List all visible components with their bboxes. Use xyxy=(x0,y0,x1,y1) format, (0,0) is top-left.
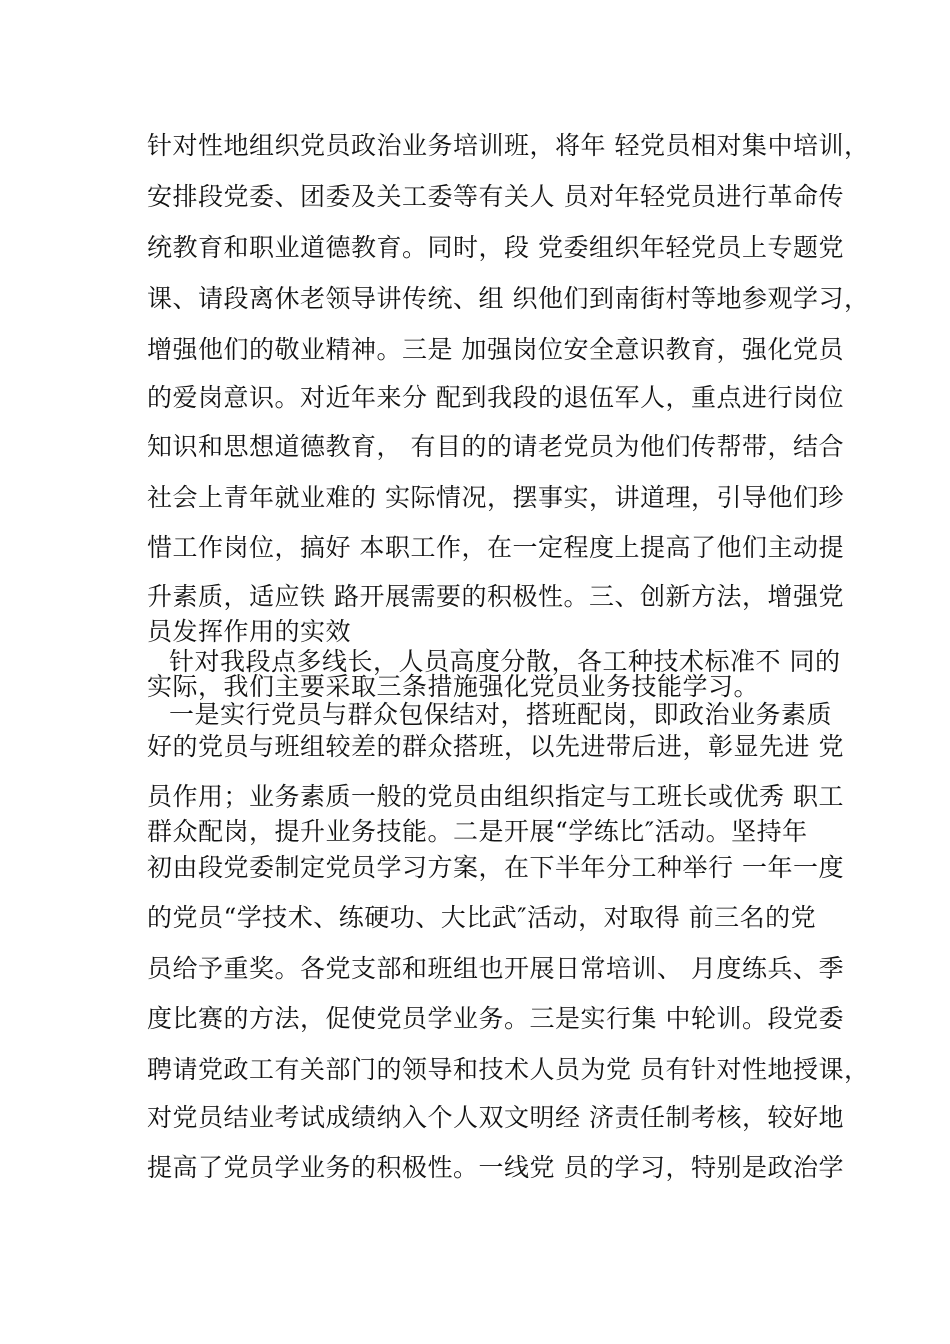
text-line: 课、请段离休老领导讲传统、组 织他们到南街村等地参观学习， xyxy=(147,284,870,313)
text-line: 对党员结业考试成绩纳入个人双文明经 济责任制考核，较好地 xyxy=(147,1103,844,1132)
text-line: 群众配岗，提升业务技能。二是开展“学练比″活动。坚持年 xyxy=(147,817,808,846)
text-line: 初由段党委制定党员学习方案，在下半年分工种举行 一年一度 xyxy=(147,853,844,882)
text-line: 增强他们的敬业精神。三是 加强岗位安全意识教育，强化党员 xyxy=(147,335,844,364)
text-line: 实际，我们主要采取三条措施强化党员业务技能学习。 xyxy=(147,672,760,701)
text-line: 统教育和职业道德教育。同时，段 党委组织年轻党员上专题党 xyxy=(147,233,844,262)
text-line: 员给予重奖。各党支部和班组也开展日常培训、 月度练兵、季 xyxy=(147,954,844,983)
text-line: 的党员“学技术、练硬功、大比武″活动，对取得 前三名的党 xyxy=(147,903,817,932)
text-line: 惜工作岗位，搞好 本职工作，在一定程度上提高了他们主动提 xyxy=(147,533,844,562)
text-line: 提高了党员学业务的积极性。一线党 员的学习，特别是政治学 xyxy=(147,1153,844,1182)
text-line: 知识和思想道德教育， 有目的的请老党员为他们传帮带，结合 xyxy=(147,432,844,461)
text-line: 社会上青年就业难的 实际情况，摆事实，讲道理，引导他们珍 xyxy=(147,483,844,512)
text-line: 好的党员与班组较差的群众搭班，以先进带后进，彰显先进 党 xyxy=(147,732,844,761)
text-line: 安排段党委、团委及关工委等有关人 员对年轻党员进行革命传 xyxy=(147,182,844,211)
text-line: 员发挥作用的实效 xyxy=(147,617,352,646)
text-line: 员作用；业务素质一般的党员由组织指定与工班长或优秀 职工 xyxy=(147,782,844,811)
text-line: 一是实行党员与群众包保结对，搭班配岗，即政治业务素质 xyxy=(169,700,833,729)
text-line: 的爱岗意识。对近年来分 配到我段的退伍军人，重点进行岗位 xyxy=(147,383,844,412)
text-line: 聘请党政工有关部门的领导和技术人员为党 员有针对性地授课， xyxy=(147,1055,870,1084)
text-line: 针对我段点多线长，人员高度分散，各工种技术标准不 同的 xyxy=(169,647,841,676)
text-line: 度比赛的方法，促使党员学业务。三是实行集 中轮训。段党委 xyxy=(147,1004,844,1033)
text-line: 针对性地组织党员政治业务培训班，将年 轻党员相对集中培训， xyxy=(147,131,870,160)
text-line: 升素质，适应铁 路开展需要的积极性。三、创新方法，增强党 xyxy=(147,582,844,611)
